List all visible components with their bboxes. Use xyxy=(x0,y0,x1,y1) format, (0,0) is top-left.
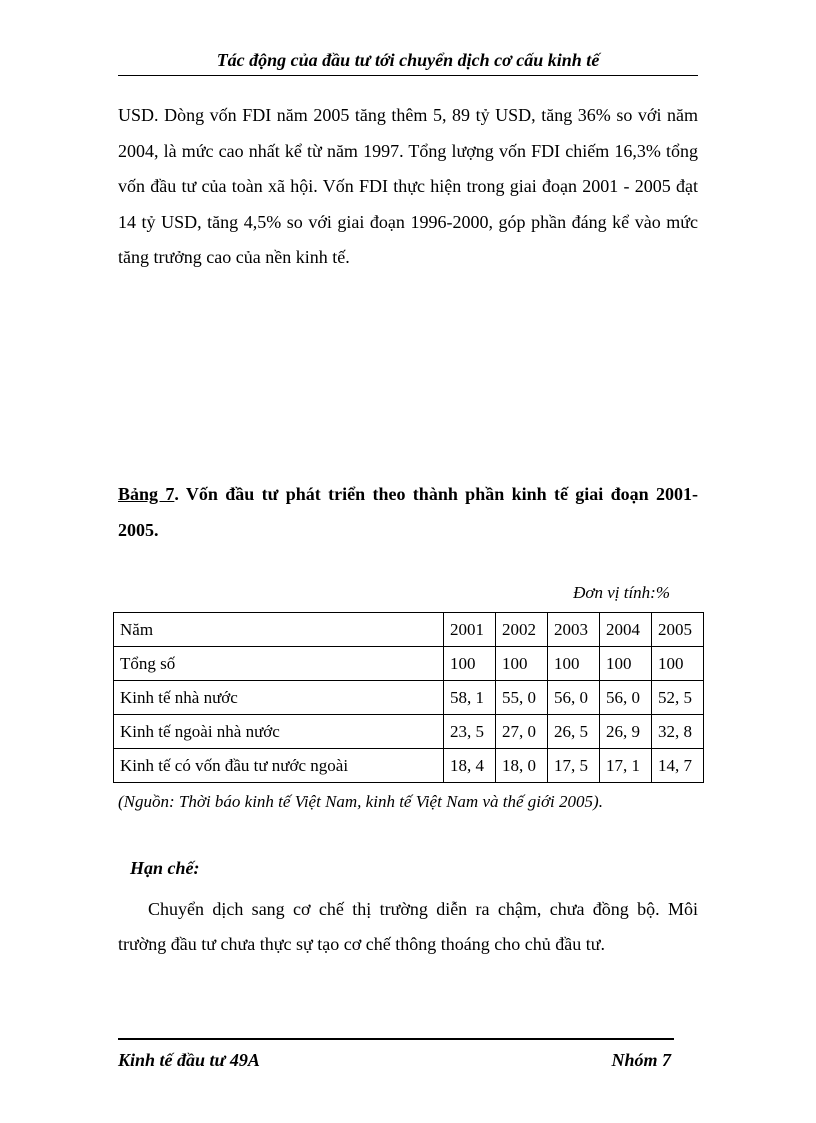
table-cell: 55, 0 xyxy=(496,681,548,715)
table-cell: 100 xyxy=(548,647,600,681)
table-cell: 18, 0 xyxy=(496,749,548,783)
table-source-note: (Nguồn: Thời báo kinh tế Việt Nam, kinh tế Việt Nam và thế giới 2005). xyxy=(118,792,603,811)
table-cell: 17, 5 xyxy=(548,749,600,783)
table-cell: 17, 1 xyxy=(600,749,652,783)
table-cell: Năm xyxy=(114,613,444,647)
table-cell: Kinh tế có vốn đầu tư nước ngoài xyxy=(114,749,444,783)
intro-text: USD. Dòng vốn FDI năm 2005 tăng thêm 5, 89 tỷ USD, tăng 36% so với năm 2004, là mức cao nhất kể từ năm 1997. Tổng lượng vốn FDI chiếm 16,3% tổng vốn đầu tư của toàn xã hội. Vốn FDI thực hiện trong giai đoạn 2001 - 2005 đạt 14 tỷ USD, tăng 4,5% so với giai đoạn 1996-2000, góp phần đáng kể vào mức tăng trưởng cao của nền kinh tế. xyxy=(118,105,698,267)
footer-group: Nhóm 7 xyxy=(611,1050,671,1070)
table-caption-text: . Vốn đầu tư phát triển theo thành phần kinh tế giai đoạn 2001-2005. xyxy=(118,484,698,540)
table-cell: 58, 1 xyxy=(444,681,496,715)
intro-paragraph xyxy=(118,98,698,276)
table-row xyxy=(114,749,704,783)
header-rule xyxy=(118,75,698,76)
table-cell: 26, 9 xyxy=(600,715,652,749)
page-header-title: Tác động của đầu tư tới chuyển dịch cơ cấu kinh tế xyxy=(216,50,600,70)
table-cell: 2005 xyxy=(652,613,704,647)
limitations-heading: Hạn chế: xyxy=(130,858,200,878)
table-cell: 100 xyxy=(600,647,652,681)
table-cell: 56, 0 xyxy=(548,681,600,715)
table-cell: Tổng số xyxy=(114,647,444,681)
table-row xyxy=(114,715,704,749)
limitations-text: Chuyển dịch sang cơ chế thị trường diễn ra chậm, chưa đồng bộ. Môi trường đầu tư chưa thực sự tạo cơ chế thông thoáng cho chủ đầu tư. xyxy=(118,899,698,954)
investment-table xyxy=(113,612,704,783)
table-cell: 100 xyxy=(444,647,496,681)
table-cell: 32, 8 xyxy=(652,715,704,749)
unit-label: Đơn vị tính:% xyxy=(573,583,670,602)
table-caption xyxy=(118,476,698,548)
table-header-row xyxy=(114,613,704,647)
table-cell: 14, 7 xyxy=(652,749,704,783)
table-cell: 100 xyxy=(652,647,704,681)
table-cell: 2002 xyxy=(496,613,548,647)
table-cell: 2004 xyxy=(600,613,652,647)
table-cell: 52, 5 xyxy=(652,681,704,715)
table-row xyxy=(114,681,704,715)
table-cell: 2003 xyxy=(548,613,600,647)
table-cell: Kinh tế ngoài nhà nước xyxy=(114,715,444,749)
table-cell: 23, 5 xyxy=(444,715,496,749)
table-cell: 2001 xyxy=(444,613,496,647)
limitations-paragraph xyxy=(118,892,698,962)
table-cell: 26, 5 xyxy=(548,715,600,749)
footer-course: Kinh tế đầu tư 49A xyxy=(118,1050,260,1070)
table-cell: 18, 4 xyxy=(444,749,496,783)
table-caption-label: Bảng 7 xyxy=(118,484,175,504)
table-cell: 100 xyxy=(496,647,548,681)
table-cell: 27, 0 xyxy=(496,715,548,749)
table-cell: Kinh tế nhà nước xyxy=(114,681,444,715)
table-row xyxy=(114,647,704,681)
footer-rule xyxy=(118,1038,674,1040)
table-cell: 56, 0 xyxy=(600,681,652,715)
